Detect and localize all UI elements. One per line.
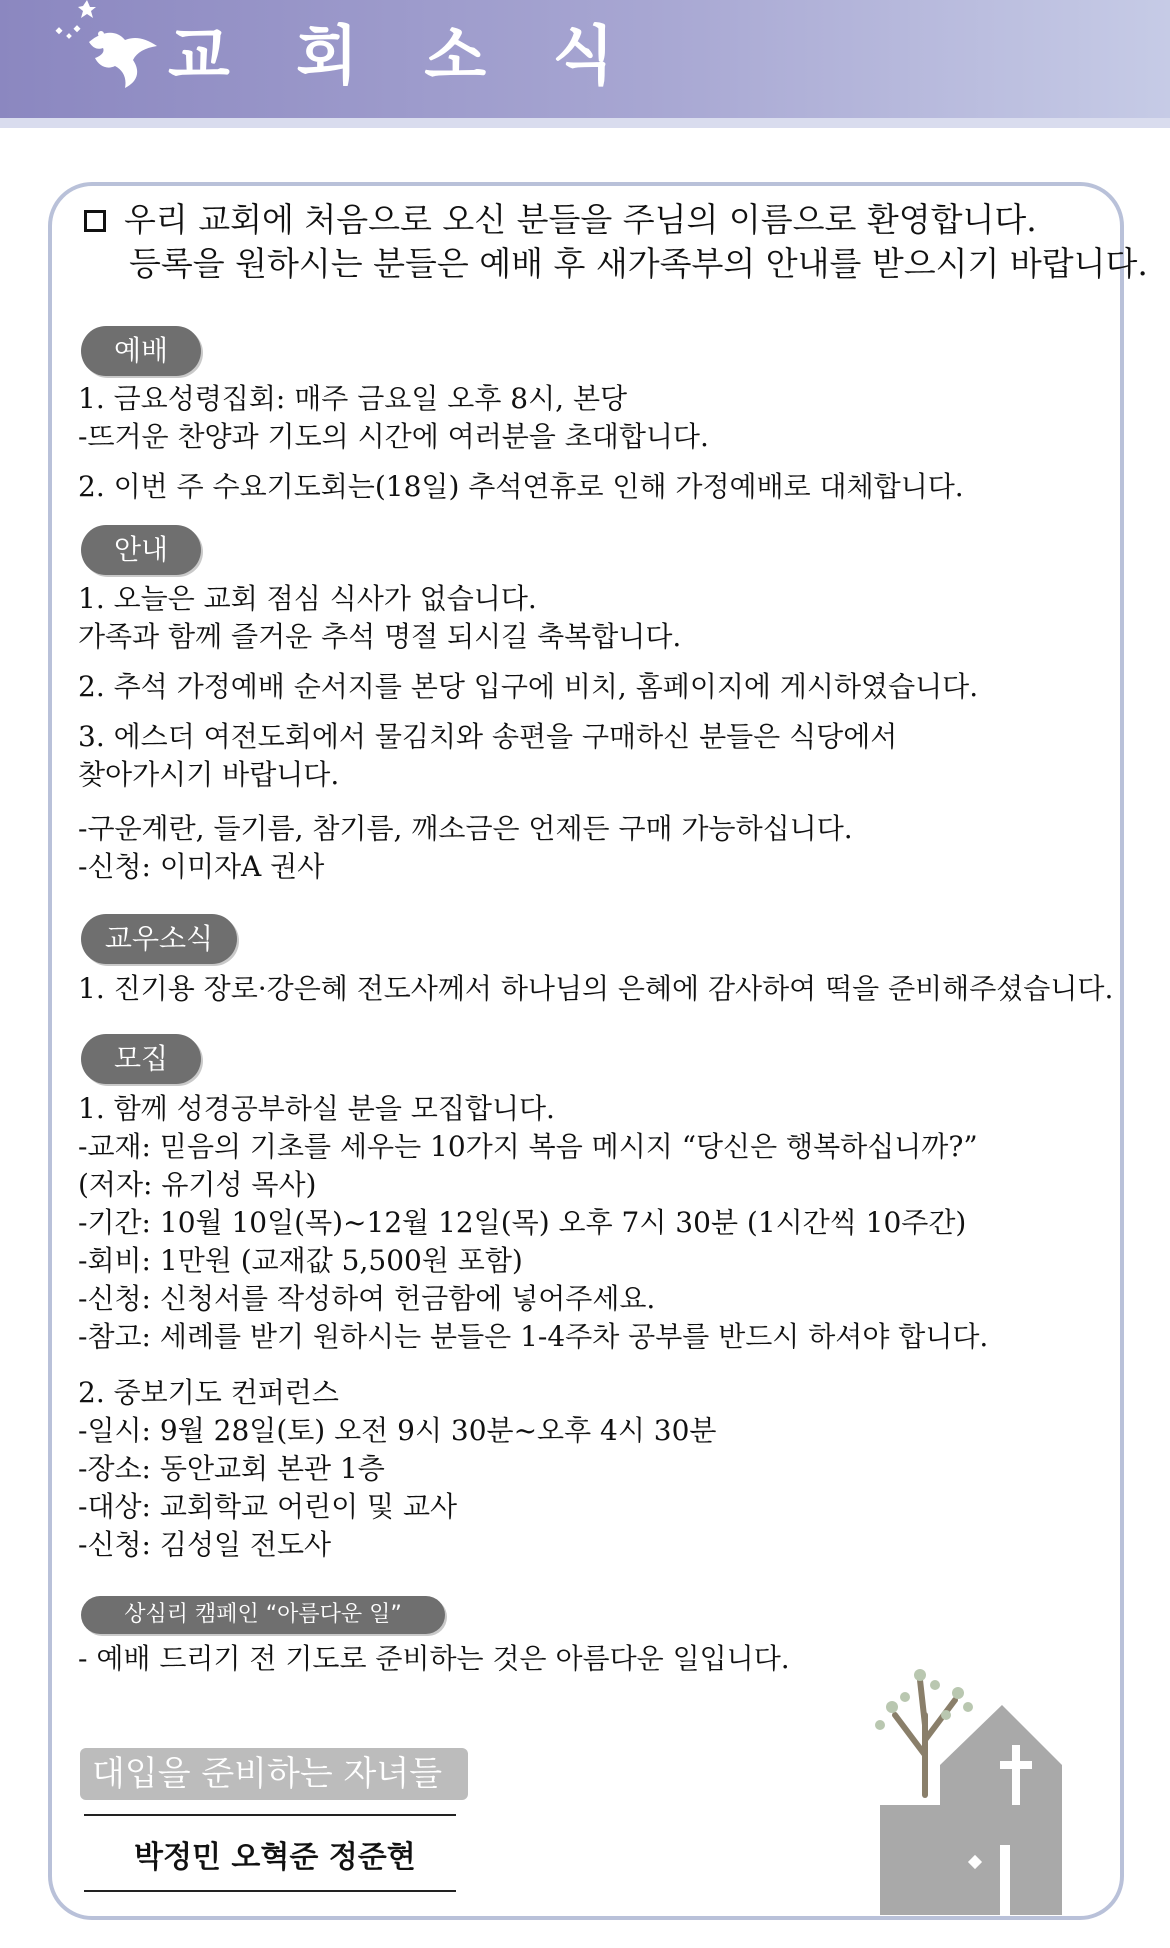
worship-line: 1. 금요성령집회: 매주 금요일 오후 8시, 본당 (78, 382, 628, 415)
church-tree-icon (850, 1645, 1100, 1915)
recruit-line: -참고: 세례를 받기 원하시는 분들은 1-4주차 공부를 반드시 하셔야 합니다. (78, 1320, 989, 1353)
section-badge-members: 교우소식 (81, 914, 237, 964)
members-line: 1. 진기용 장로·강은혜 전도사께서 하나님의 은혜에 감사하여 떡을 준비해주셨습니다. (78, 972, 1114, 1005)
recruit-line: (저자: 유기성 목사) (78, 1168, 317, 1201)
page-title: 교 회 소 식 (168, 20, 637, 94)
student-names: 박정민 오혁준 정준현 (134, 1840, 416, 1875)
section-badge-notice: 안내 (81, 525, 201, 575)
section-badge-worship: 예배 (81, 326, 201, 376)
campaign-line: - 예배 드리기 전 기도로 준비하는 것은 아름다운 일입니다. (78, 1642, 790, 1675)
welcome-line-1: 우리 교회에 처음으로 오신 분들을 주님의 이름으로 환영합니다. (124, 200, 1037, 239)
notice-line: -신청: 이미자A 권사 (78, 850, 325, 883)
section-badge-campaign: 상심리 캠페인 “아름다운 일” (81, 1596, 445, 1634)
divider (84, 1814, 456, 1816)
notice-line: -구운계란, 들기름, 참기름, 깨소금은 언제든 구매 가능하십니다. (78, 812, 853, 845)
divider (84, 1890, 456, 1892)
recruit-line: -일시: 9월 28일(토) 오전 9시 30분~오후 4시 30분 (78, 1414, 717, 1447)
recruit-line: -장소: 동안교회 본관 1층 (78, 1452, 385, 1485)
worship-line: 2. 이번 주 수요기도회는(18일) 추석연휴로 인해 가정예배로 대체합니다. (78, 470, 964, 503)
recruit-line: -대상: 교회학교 어린이 및 교사 (78, 1490, 458, 1523)
header-underline (0, 118, 1170, 128)
recruit-line: -신청: 신청서를 작성하여 헌금함에 넣어주세요. (78, 1282, 656, 1315)
notice-line: 1. 오늘은 교회 점심 식사가 없습니다. (78, 582, 537, 615)
header-banner (0, 0, 1170, 118)
prayer-box-title: 대입을 준비하는 자녀들 (80, 1748, 468, 1800)
section-badge-recruit: 모집 (81, 1034, 201, 1084)
recruit-line: 2. 중보기도 컨퍼런스 (78, 1376, 339, 1409)
worship-line: -뜨거운 찬양과 기도의 시간에 여러분을 초대합니다. (78, 420, 709, 453)
notice-line: 3. 에스더 여전도회에서 물김치와 송편을 구매하신 분들은 식당에서 (78, 720, 898, 753)
recruit-line: -회비: 1만원 (교재값 5,500원 포함) (78, 1244, 523, 1277)
notice-line: 2. 추석 가정예배 순서지를 본당 입구에 비치, 홈페이지에 게시하였습니다. (78, 670, 979, 703)
recruit-line: -교재: 믿음의 기초를 세우는 10가지 복음 메시지 “당신은 행복하십니까?” (78, 1130, 978, 1163)
welcome-line-2: 등록을 원하시는 분들은 예배 후 새가족부의 안내를 받으시기 바랍니다. (129, 244, 1148, 283)
recruit-line: 1. 함께 성경공부하실 분을 모집합니다. (78, 1092, 555, 1125)
notice-line: 가족과 함께 즐거운 추석 명절 되시길 축복합니다. (78, 620, 682, 653)
checkbox-square-icon (84, 210, 106, 232)
recruit-line: -신청: 김성일 전도사 (78, 1528, 332, 1561)
dove-icon (45, 0, 165, 95)
recruit-line: -기간: 10월 10일(목)~12월 12일(목) 오후 7시 30분 (1시간씩 10주간) (78, 1206, 967, 1239)
notice-line: 찾아가시기 바랍니다. (78, 758, 340, 791)
welcome-message (84, 198, 1148, 286)
